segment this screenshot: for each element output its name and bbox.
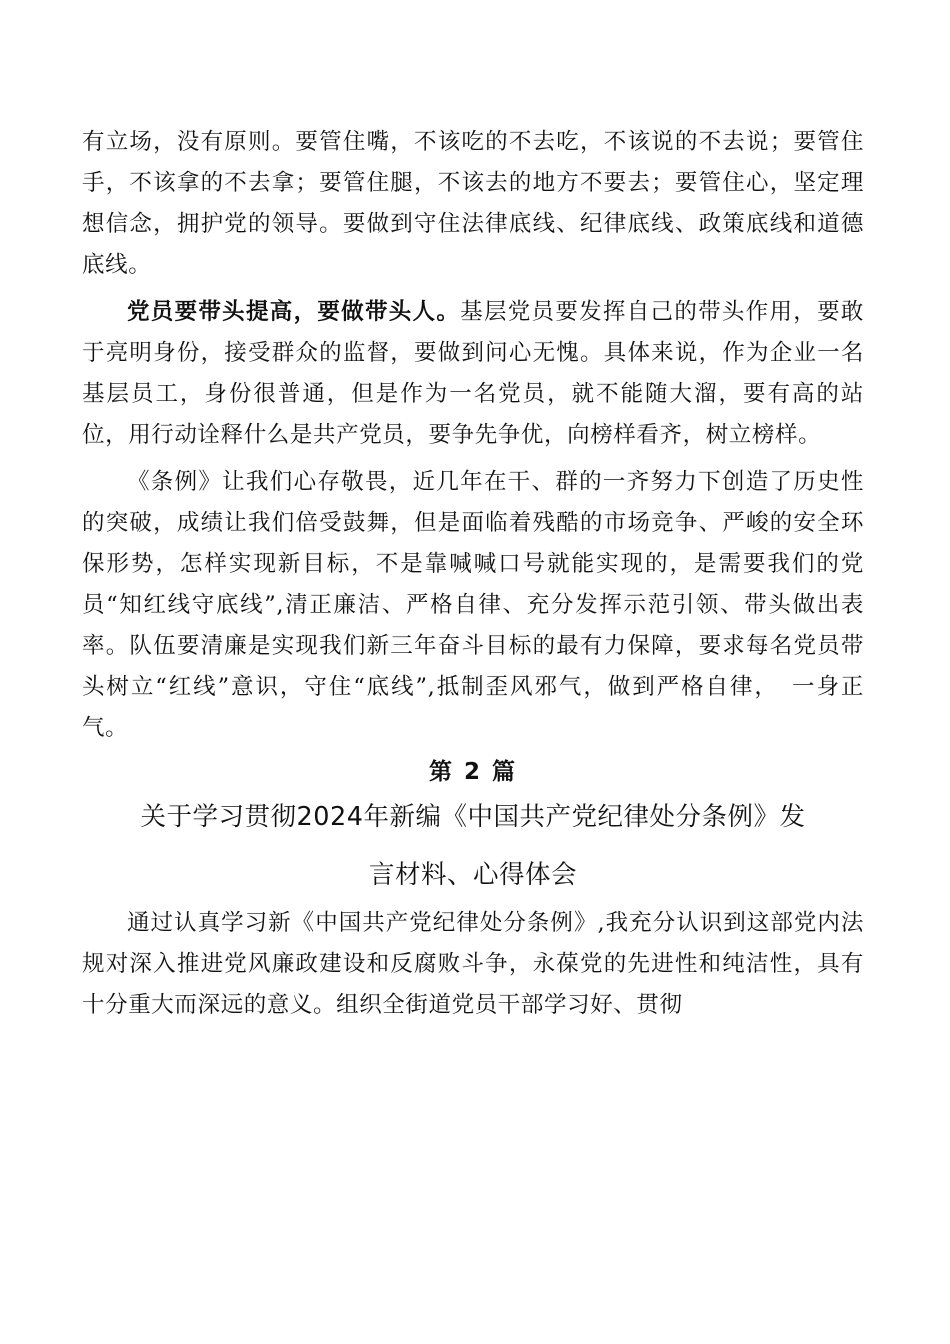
document-page	[82, 122, 864, 1026]
paragraph-bold-lead: 党员要带头提高，要做带头人。	[127, 299, 461, 325]
paragraph-regulations: 《条例》让我们心存敬畏，近几年在干、群的一齐努力下创造了历史性的突破，成绩让我们倍受鼓舞，但是面临着残酷的市场竞争、严峻的安全环保形势，怎样实现新目标，不是靠喊喊口号就能实现的，是需要我们的党员“知红线守底线”,清正廉洁、严格自律、充分发挥示范引领、带头做出表率。队伍要清廉是实现我们新三年奋斗目标的最有力保障，要求每名党员带头树立“红线”意识，守住“底线”,抵制歪风邪气，做到严格自律， 一身正气。	[82, 469, 864, 741]
paragraph-body: 基层党员要发挥自己的带头作用，要敢于亮明身份，接受群众的监督，要做到问心无愧。具体来说，作为企业一名基层员工，身份很普通，但是作为一名党员，就不能随大溜，要有高的站位，用行动诠释什么是共产党员，要争先争优，向榜样看齐，树立榜样。	[82, 299, 864, 448]
document-title-line-1: 关于学习贯彻2024年新编《中国共产党纪律处分条例》发	[140, 802, 806, 832]
chapter-label: 第 2 篇	[428, 759, 518, 785]
paragraph-study-reflection: 通过认真学习新《中国共产党纪律处分条例》,我充分认识到这部党内法规对深入推进党风廉政建设和反腐败斗争，永葆党的先进性和纯洁性，具有十分重大而深远的意义。组织全街道党员干部学习好、贯彻	[82, 910, 864, 1018]
paragraph-lead-by-example	[82, 292, 864, 456]
paragraph-continuation: 有立场，没有原则。要管住嘴，不该吃的不去吃，不该说的不去说；要管住手，不该拿的不去拿；要管住腿，不该去的地方不要去；要管住心，坚定理想信念，拥护党的领导。要做到守住法律底线、纪律底线、政策底线和道德底线。	[82, 129, 864, 278]
document-title-line-2: 言材料、心得体会	[368, 860, 577, 890]
